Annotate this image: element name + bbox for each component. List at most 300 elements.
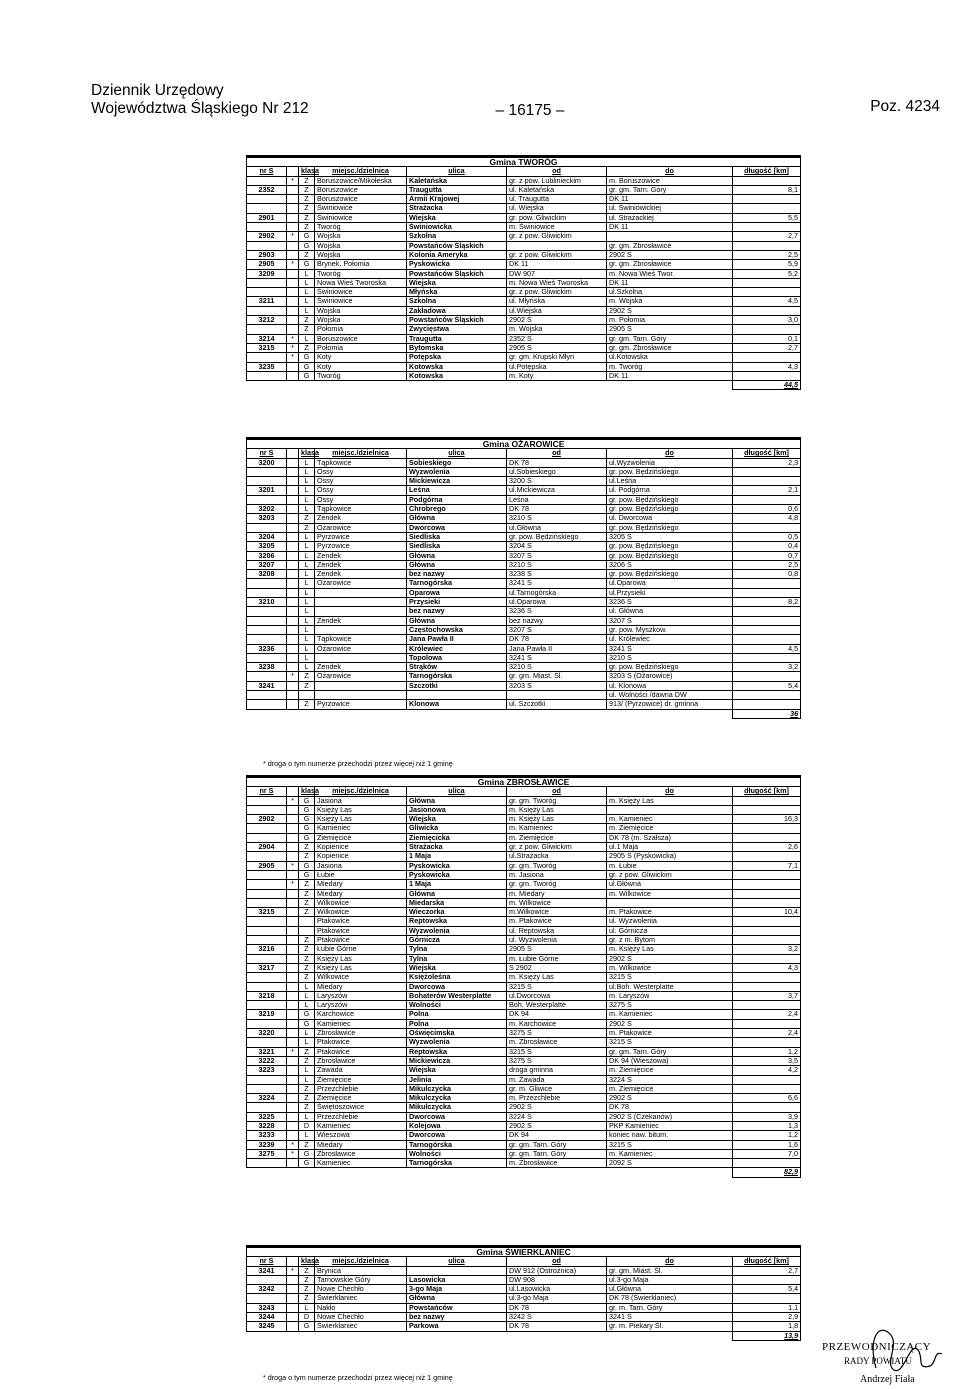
cell-u: Pyskowicka: [407, 861, 507, 870]
cell-do: gr. gm. Zbrosławice: [607, 260, 733, 269]
cell-k: Z: [299, 176, 315, 185]
cell-dl: 3,7: [733, 991, 801, 1000]
cell-dl: [733, 1075, 801, 1084]
cell-dl: 2,4: [733, 1010, 801, 1019]
cell-m: Połomia: [315, 343, 407, 352]
signature-stamp: [818, 1320, 948, 1384]
cell-k: L: [299, 1038, 315, 1047]
cell-nr: [247, 824, 287, 833]
cell-dl: 4,5: [733, 644, 801, 653]
cell-dl: [733, 195, 801, 204]
cell-m: Boruszowice/Mikołeska: [315, 176, 407, 185]
cell-od: ul.Wiejska: [507, 306, 607, 315]
table-row: [247, 232, 801, 241]
cell-k: G: [299, 796, 315, 805]
cell-do: 3215 S: [607, 1038, 733, 1047]
cell-od: 3200 S: [507, 477, 607, 486]
cell-dl: 2,3: [733, 458, 801, 467]
cell-do: 913/ (Pyrzowice) dr. gminna: [607, 700, 733, 709]
cell-do: gr. gm. Zbrosławice: [607, 241, 733, 250]
cell-u: Główna: [407, 560, 507, 569]
cell-do: gr. gm. Tarn. Góry: [607, 334, 733, 343]
road-table: [246, 1245, 801, 1341]
cell-k: L: [299, 551, 315, 560]
cell-dl: 8,1: [733, 185, 801, 194]
col-header-do: do: [607, 449, 733, 458]
table-row: [247, 297, 801, 306]
cell-od: ul. Kaletańska: [507, 185, 607, 194]
cell-dl: [733, 796, 801, 805]
cell-nr: 3239: [247, 1140, 287, 1149]
cell-od: m. Zbrosławice: [507, 1159, 607, 1168]
cell-star: *: [287, 343, 299, 352]
cell-k: Z: [299, 1103, 315, 1112]
cell-k: L: [299, 477, 315, 486]
cell-u: Polna: [407, 1019, 507, 1028]
cell-do: gr. pow. Będzińskiego: [607, 523, 733, 532]
cell-star: [287, 325, 299, 334]
section-title: Gmina OŻAROWICE: [247, 439, 801, 449]
cell-dl: 8,2: [733, 598, 801, 607]
total-spacer: [247, 381, 287, 390]
table-row: [247, 917, 801, 926]
road-table: [246, 775, 801, 1178]
cell-star: *: [287, 353, 299, 362]
cell-do: ul. Dworcowa: [607, 514, 733, 523]
cell-u: Miedarska: [407, 898, 507, 907]
table-row: [247, 371, 801, 380]
cell-dl: [733, 672, 801, 681]
cell-do: 2902 S: [607, 1019, 733, 1028]
cell-u: Bytomska: [407, 343, 507, 352]
cell-dl: 5,4: [733, 1285, 801, 1294]
cell-m: Przezchlebie: [315, 1084, 407, 1093]
table-row: [247, 269, 801, 278]
cell-star: [287, 1131, 299, 1140]
cell-u: Wiejska: [407, 1066, 507, 1075]
cell-dl: 2,5: [733, 250, 801, 259]
position-number: Poz. 4234: [870, 98, 940, 115]
cell-star: *: [287, 796, 299, 805]
cell-m: Tąpkowice: [315, 458, 407, 467]
col-header-do: do: [607, 167, 733, 176]
cell-u: Górnicza: [407, 936, 507, 945]
cell-u: 1 Maja: [407, 880, 507, 889]
cell-star: *: [287, 334, 299, 343]
cell-nr: 3211: [247, 297, 287, 306]
cell-k: G: [299, 353, 315, 362]
cell-do: m. Wojska: [607, 297, 733, 306]
cell-m: Karchowice: [315, 1010, 407, 1019]
cell-m: Zbrosławice: [315, 1149, 407, 1158]
cell-u: Chrobrego: [407, 505, 507, 514]
cell-nr: 3201: [247, 486, 287, 495]
cell-dl: 1,2: [733, 1047, 801, 1056]
cell-m: Tąpkowice: [315, 635, 407, 644]
cell-m: Pyrzowice: [315, 532, 407, 541]
cell-k: Z: [299, 325, 315, 334]
cell-do: m. Łubie: [607, 861, 733, 870]
cell-dl: 4,3: [733, 963, 801, 972]
cell-nr: 3233: [247, 1131, 287, 1140]
cell-m: Koty: [315, 353, 407, 362]
cell-dl: 3,0: [733, 316, 801, 325]
cell-u: Kaletańska: [407, 176, 507, 185]
cell-nr: 3242: [247, 1285, 287, 1294]
total-spacer: [299, 381, 315, 390]
cell-u: Siedliska: [407, 542, 507, 551]
cell-do: DK 11: [607, 223, 733, 232]
cell-do: ul. Królewiec: [607, 635, 733, 644]
cell-k: G: [299, 241, 315, 250]
cell-u: Główna: [407, 796, 507, 805]
cell-star: *: [287, 1140, 299, 1149]
col-header-miejsc: miejsc./dzielnica: [315, 167, 407, 176]
cell-dl: 2,6: [733, 843, 801, 852]
col-header-ulica: ulica: [407, 787, 507, 796]
cell-do: ul.Oparowa: [607, 579, 733, 588]
cell-nr: 3205: [247, 542, 287, 551]
cell-do: 2905 S: [607, 325, 733, 334]
cell-u: Wyzwolenia: [407, 1038, 507, 1047]
section-title-row: [247, 1247, 801, 1257]
cell-do: 2902 S: [607, 250, 733, 259]
cell-u: Zwycięstwa: [407, 325, 507, 334]
total-spacer: [287, 1331, 299, 1340]
cell-m: Przezchlebie: [315, 1112, 407, 1121]
section-title: Gmina TWORÓG: [247, 157, 801, 167]
page-number: – 16175 –: [495, 102, 565, 119]
cell-od: DK 78: [507, 505, 607, 514]
cell-dl: [733, 1038, 801, 1047]
cell-star: [287, 362, 299, 371]
cell-m: Pyrzowice: [315, 542, 407, 551]
cell-dl: 5,9: [733, 260, 801, 269]
col-header-star: [287, 787, 299, 796]
cell-m: Ptakowice: [315, 936, 407, 945]
cell-k: Z: [299, 1266, 315, 1275]
cell-do: gr. pow. Będzińskiego: [607, 570, 733, 579]
cell-k: Z: [299, 343, 315, 352]
cell-u: Królewiec: [407, 644, 507, 653]
cell-dl: [733, 982, 801, 991]
cell-u: Oparowa: [407, 588, 507, 597]
cell-nr: [247, 889, 287, 898]
cell-k: L: [299, 297, 315, 306]
cell-od: DK 94: [507, 1010, 607, 1019]
cell-m: Księży Las: [315, 963, 407, 972]
cell-dl: [733, 852, 801, 861]
cell-u: Traugutta: [407, 334, 507, 343]
cell-od: m.Wilkowice: [507, 908, 607, 917]
cell-star: [287, 1010, 299, 1019]
cell-do: gr. gm. Zbrosławice: [607, 343, 733, 352]
cell-dl: 6,6: [733, 1094, 801, 1103]
cell-od: ul. Traugutta: [507, 195, 607, 204]
cell-k: Z: [299, 908, 315, 917]
cell-star: [287, 297, 299, 306]
cell-od: ul.Tarnogórska: [507, 588, 607, 597]
col-header-nr: nr S: [247, 787, 287, 796]
cell-do: DK 11: [607, 371, 733, 380]
cell-od: DW 912 (Ostrożnica): [507, 1266, 607, 1275]
cell-u: bez nazwy: [407, 1313, 507, 1322]
cell-nr: [247, 880, 287, 889]
cell-dl: 0,8: [733, 570, 801, 579]
cell-u: Jana Pawła II: [407, 635, 507, 644]
cell-do: gr. pow. Będzińskiego: [607, 467, 733, 476]
cell-dl: [733, 278, 801, 287]
cell-star: [287, 945, 299, 954]
cell-dl: 5,5: [733, 213, 801, 222]
cell-k: Z: [299, 523, 315, 532]
cell-star: [287, 1322, 299, 1331]
cell-k: G: [299, 371, 315, 380]
cell-u: Dworcowa: [407, 523, 507, 532]
cell-k: L: [299, 1075, 315, 1084]
cell-star: [287, 269, 299, 278]
road-table: [246, 437, 801, 719]
cell-nr: [247, 353, 287, 362]
cell-star: [287, 458, 299, 467]
cell-m: Wilkowice: [315, 908, 407, 917]
cell-star: [287, 1075, 299, 1084]
cell-k: Z: [299, 898, 315, 907]
table-row: [247, 260, 801, 269]
cell-star: [287, 852, 299, 861]
cell-do: m. Ziemięcice: [607, 1084, 733, 1093]
cell-k: L: [299, 542, 315, 551]
cell-m: Jasiona: [315, 796, 407, 805]
cell-m: Ożarowice: [315, 523, 407, 532]
cell-u: Dworcowa: [407, 982, 507, 991]
cell-od: m. Świniowice: [507, 223, 607, 232]
cell-do: gr. gm. Tarn. Góry: [607, 185, 733, 194]
cell-u: Armii Krajowej: [407, 195, 507, 204]
journal-title-line1: Dziennik Urzędowy: [91, 82, 224, 99]
cell-do: ul.Szkolna: [607, 288, 733, 297]
cell-od: gr. m. Gliwice: [507, 1084, 607, 1093]
cell-u: Podgórna: [407, 495, 507, 504]
cell-nr: 3219: [247, 1010, 287, 1019]
cell-u: Pyskowicka: [407, 260, 507, 269]
cell-u: Lasowicka: [407, 1275, 507, 1284]
cell-m: Nowa Wieś Tworoska: [315, 278, 407, 287]
cell-do: koniec naw. bitum.: [607, 1131, 733, 1140]
cell-u: Wiejska: [407, 815, 507, 824]
cell-dl: 5,4: [733, 681, 801, 690]
cell-od: ul. Reptowska: [507, 926, 607, 935]
cell-star: [287, 542, 299, 551]
cell-do: ul.Kotowska: [607, 353, 733, 362]
cell-star: *: [287, 1266, 299, 1275]
cell-do: ul.Boh. Westerplatte: [607, 982, 733, 991]
cell-k: G: [299, 824, 315, 833]
cell-m: Kamieniec: [315, 1159, 407, 1168]
cell-od: gr. gm. Krupski Młyn: [507, 353, 607, 362]
section-title-row: [247, 439, 801, 449]
table-row: [247, 880, 801, 889]
cell-star: *: [287, 260, 299, 269]
cell-k: L: [299, 278, 315, 287]
cell-u: Główna: [407, 551, 507, 560]
cell-dl: [733, 973, 801, 982]
cell-nr: 3241: [247, 681, 287, 690]
cell-star: [287, 1038, 299, 1047]
total-spacer: [407, 1168, 507, 1177]
table-row: [247, 1010, 801, 1019]
cell-star: [287, 644, 299, 653]
cell-u: Księżoleśna: [407, 973, 507, 982]
cell-u: Mickiewicza: [407, 477, 507, 486]
cell-star: [287, 889, 299, 898]
cell-k: L: [299, 1112, 315, 1121]
total-spacer: [299, 709, 315, 718]
cell-m: Nowe Chechło: [315, 1313, 407, 1322]
cell-u: Strażacka: [407, 204, 507, 213]
cell-m: Świniowice: [315, 288, 407, 297]
cell-m: Ożarowice: [315, 579, 407, 588]
cell-u: Szczotki: [407, 681, 507, 690]
col-header-dl: długość [km]: [733, 1257, 801, 1266]
cell-nr: [247, 1294, 287, 1303]
cell-do: gr. pow. Będzińskiego: [607, 505, 733, 514]
cell-k: L: [299, 1131, 315, 1140]
cell-do: ul.3-go Maja: [607, 1275, 733, 1284]
cell-nr: 3218: [247, 991, 287, 1000]
cell-star: [287, 982, 299, 991]
cell-m: Nowe Chechło: [315, 1285, 407, 1294]
table-row: [247, 644, 801, 653]
cell-do: gr. gm. Miast. Śl.: [607, 1266, 733, 1275]
cell-u: Kotowska: [407, 371, 507, 380]
cell-do: 3215 S: [607, 1140, 733, 1149]
table-row: [247, 1140, 801, 1149]
cell-m: Ziemięcice: [315, 1094, 407, 1103]
column-header-row: [247, 167, 801, 176]
cell-od: gr. z pow. Gliwickim: [507, 288, 607, 297]
cell-u: [407, 1266, 507, 1275]
cell-k: G: [299, 815, 315, 824]
cell-dl: 2,7: [733, 232, 801, 241]
cell-dl: 0,1: [733, 334, 801, 343]
cell-m: Wojska: [315, 232, 407, 241]
cell-u: Tarnogórska: [407, 1159, 507, 1168]
cell-k: L: [299, 598, 315, 607]
cell-nr: 3210: [247, 598, 287, 607]
cell-k: G: [299, 1010, 315, 1019]
cell-do: m. Wilkowice: [607, 889, 733, 898]
cell-m: Wilkowice: [315, 973, 407, 982]
cell-k: Z: [299, 1056, 315, 1065]
cell-od: 3207 S: [507, 625, 607, 634]
cell-do: 3275 S: [607, 1001, 733, 1010]
cell-nr: [247, 371, 287, 380]
col-header-dl: długość [km]: [733, 167, 801, 176]
cell-nr: [247, 1038, 287, 1047]
cell-do: 3236 S: [607, 598, 733, 607]
table-row: [247, 325, 801, 334]
cell-k: L: [299, 288, 315, 297]
cell-star: [287, 1066, 299, 1075]
cell-u: Sobieskiego: [407, 458, 507, 467]
table-row: [247, 796, 801, 805]
column-header-row: [247, 449, 801, 458]
cell-star: *: [287, 232, 299, 241]
cell-k: L: [299, 486, 315, 495]
cell-nr: 3204: [247, 532, 287, 541]
cell-nr: [247, 635, 287, 644]
table-row: [247, 204, 801, 213]
table-row: [247, 514, 801, 523]
total-spacer: [607, 381, 733, 390]
cell-nr: 2902: [247, 232, 287, 241]
cell-do: 2905 S (Pyskowicka): [607, 852, 733, 861]
cell-k: L: [299, 644, 315, 653]
cell-od: m. Księży Las: [507, 815, 607, 824]
cell-od: gr. z pow. Gliwickim: [507, 232, 607, 241]
cell-od: DK 94: [507, 1131, 607, 1140]
cell-m: Łubie: [315, 870, 407, 879]
cell-star: *: [287, 880, 299, 889]
cell-u: bez nazwy: [407, 570, 507, 579]
cell-m: Kamieniec: [315, 1121, 407, 1130]
cell-od: 2905 S: [507, 945, 607, 954]
col-header-nr: nr S: [247, 167, 287, 176]
cell-m: Ziemięcice: [315, 1075, 407, 1084]
cell-k: Z: [299, 195, 315, 204]
cell-dl: 0,7: [733, 551, 801, 560]
cell-m: Księży Las: [315, 815, 407, 824]
table-row: [247, 486, 801, 495]
table-row: [247, 362, 801, 371]
cell-nr: [247, 852, 287, 861]
cell-nr: 2904: [247, 843, 287, 852]
cell-dl: [733, 579, 801, 588]
cell-m: Świniowice: [315, 297, 407, 306]
cell-dl: 1,6: [733, 1140, 801, 1149]
cell-m: Zendek: [315, 663, 407, 672]
table-row: [247, 1047, 801, 1056]
cell-k: L: [299, 458, 315, 467]
cell-nr: 3217: [247, 963, 287, 972]
cell-k: Z: [299, 223, 315, 232]
col-header-nr: nr S: [247, 449, 287, 458]
cell-od: m. Wilkowice: [507, 898, 607, 907]
cell-u: Powstańców: [407, 1303, 507, 1312]
cell-k: L: [299, 1066, 315, 1075]
cell-od: gr. gm. Tarn. Góry: [507, 1140, 607, 1149]
cell-od: ul.Strażacka: [507, 852, 607, 861]
total-spacer: [315, 1168, 407, 1177]
cell-k: G: [299, 833, 315, 842]
col-header-miejsc: miejsc./dzielnica: [315, 787, 407, 796]
cell-star: [287, 824, 299, 833]
total-spacer: [507, 1331, 607, 1340]
cell-nr: 3275: [247, 1149, 287, 1158]
cell-dl: 2,5: [733, 560, 801, 569]
total-spacer: [407, 709, 507, 718]
cell-u: Kotowska: [407, 362, 507, 371]
section-ozarowice: [246, 437, 800, 719]
section-title: Gmina ŚWIERKLANIEC: [247, 1247, 801, 1257]
cell-od: 3275 S: [507, 1056, 607, 1065]
cell-dl: 4,2: [733, 1066, 801, 1075]
cell-k: Z: [299, 889, 315, 898]
cell-dl: 0,4: [733, 542, 801, 551]
cell-m: Zbrosławice: [315, 1029, 407, 1038]
cell-dl: [733, 880, 801, 889]
